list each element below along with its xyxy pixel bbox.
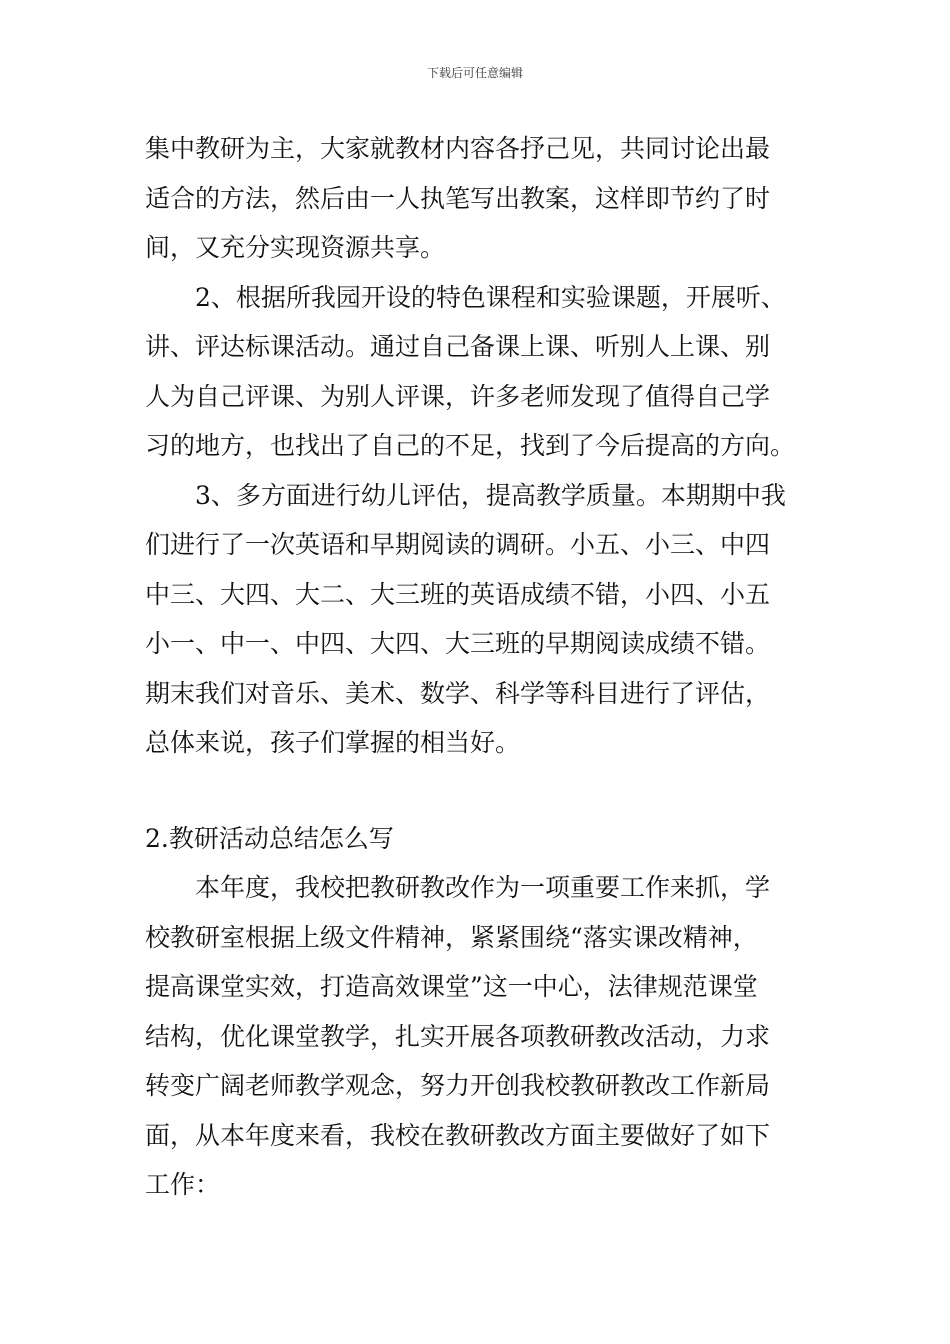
text-line: 中三、大四、大二、大三班的英语成绩不错，小四、小五: [145, 579, 771, 609]
text-line: 3、多方面进行幼儿评估，提高教学质量。本期期中我: [195, 480, 786, 510]
text-line: 讲、评达标课活动。通过自己备课上课、听别人上课、别: [145, 332, 771, 361]
text-line: 面，从本年度来看，我校在教研教改方面主要做好了如下: [145, 1120, 771, 1150]
section-gap: [145, 768, 815, 814]
page-header-note: 下载后可任意编辑: [426, 66, 523, 80]
text-line: 校教研室根据上级文件精神，紧紧围绕“落实课改精神，: [145, 922, 758, 952]
section-1: [145, 124, 815, 768]
text-line: 间，又充分实现资源共享。: [145, 233, 446, 262]
text-line: 适合的方法，然后由一人执笔写出教案，这样即节约了时: [145, 183, 771, 213]
text-line: 人为自己评课、为别人评课，许多老师发现了值得自己学: [145, 381, 771, 411]
section-heading: 2.教研活动总结怎么写: [145, 823, 394, 853]
section-2: [145, 814, 815, 1210]
text-line: 总体来说，孩子们掌握的相当好。: [145, 728, 521, 757]
text-line: 转变广阔老师教学观念，努力开创我校教研教改工作新局: [145, 1071, 771, 1100]
text-line: 工作：: [145, 1170, 221, 1199]
text-line: 2、根据所我园开设的特色课程和实验课题，开展听、: [195, 282, 786, 312]
text-line: 集中教研为主，大家就教材内容各抒己见，共同讨论出最: [145, 134, 771, 163]
text-line: 提高课堂实效，打造高效课堂”这一中心，法律规范课堂: [145, 972, 758, 1001]
document-body: [145, 124, 815, 1210]
text-line: 们进行了一次英语和早期阅读的调研。小五、小三、中四: [145, 530, 771, 559]
text-line: 本年度，我校把教研教改作为一项重要工作来抓，学: [195, 873, 771, 902]
text-line: 习的地方，也找出了自己的不足，找到了今后提高的方向。: [145, 431, 796, 460]
text-line: 小一、中一、中四、大四、大三班的早期阅读成绩不错。: [145, 629, 771, 658]
text-line: 结构，优化课堂教学，扎实开展各项教研教改活动，力求: [145, 1021, 771, 1051]
text-line: 期末我们对音乐、美术、数学、科学等科目进行了评估，: [145, 678, 771, 708]
